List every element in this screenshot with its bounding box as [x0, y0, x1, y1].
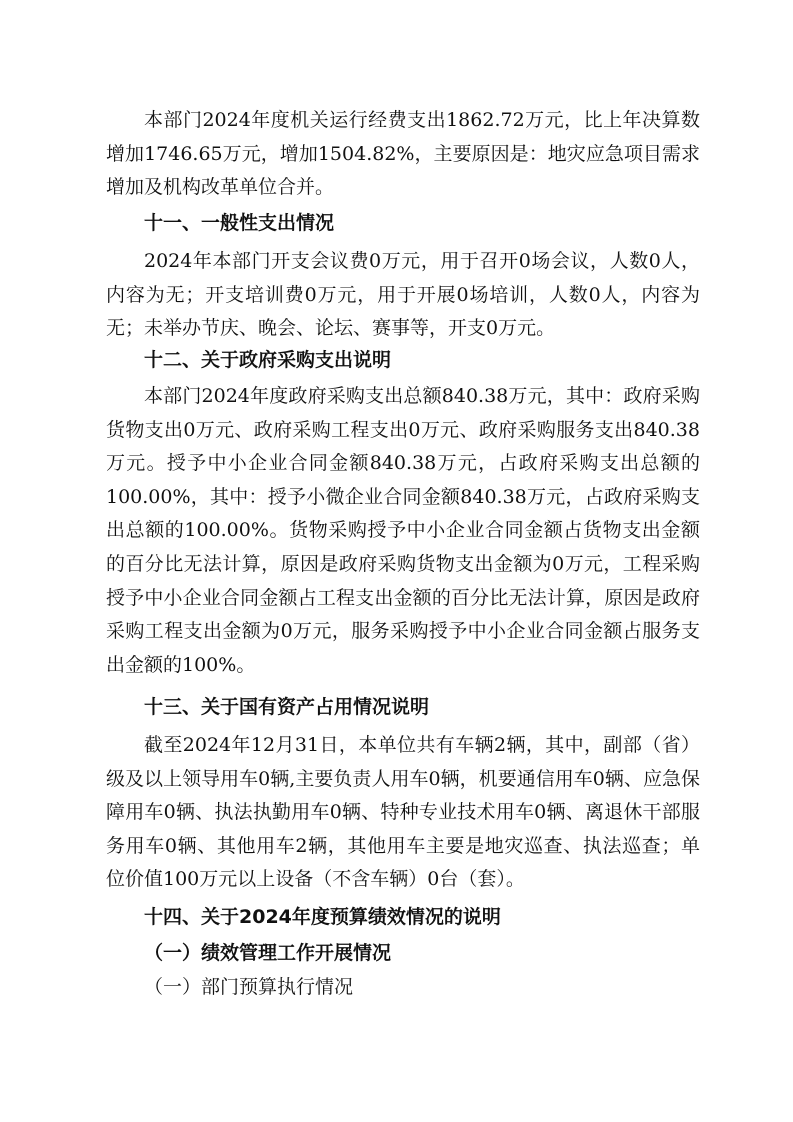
heading-performance: 十四、关于2024年度预算绩效情况的说明: [144, 906, 501, 928]
subheading-performance-management: （一）绩效管理工作开展情况: [144, 942, 392, 964]
heading-state-assets: 十三、关于国有资产占用情况说明: [144, 696, 430, 718]
heading-government-procurement: 十二、关于政府采购支出说明: [144, 349, 392, 371]
paragraph-state-assets: 截至2024年12月31日，本单位共有车辆2辆，其中，副部（省）级及以上领导用车0辆,主要负责人用车0辆，机要通信用车0辆、应急保障用车0辆、执法执勤用车0辆、特种专业技术用车0辆、离退休干部服务用车0辆、其他用车2辆，其他用车主要是地灾巡查、执法巡查；单位价值100万元以上设备（不含车辆）0台（套）。: [106, 734, 700, 891]
subheading-budget-execution: （一）部门预算执行情况: [144, 976, 354, 998]
paragraph-general-expenditure: 2024年本部门开支会议费0万元，用于召开0场会议，人数0人，内容为无；开支培训费0万元，用于开展0场培训，人数0人，内容为无；未举办节庆、晚会、论坛、赛事等，开支0万元。: [106, 250, 700, 340]
heading-general-expenditure: 十一、一般性支出情况: [144, 212, 335, 234]
paragraph-operating-expenses: 本部门2024年度机关运行经费支出1862.72万元，比上年决算数增加1746.65万元，增加1504.82%，主要原因是：地灾应急项目需求增加及机构改革单位合并。: [106, 109, 700, 199]
paragraph-government-procurement: 本部门2024年度政府采购支出总额840.38万元，其中：政府采购货物支出0万元、政府采购工程支出0万元、政府采购服务支出840.38万元。授予中小企业合同金额840.38万元，占政府采购支出总额的100.00%，其中：授予小微企业合同金额840.38万元，占政府采购支出总额的100.00%。货物采购授予中小企业合同金额占货物支出金额的百分比无法计算，原因是政府采购货物支出金额为0万元，工程采购授予中小企业合同金额占工程支出金额的百分比无法计算，原因是政府采购工程支出金额为0万元，服务采购授予中小企业合同金额占服务支出金额的100%。: [106, 385, 700, 676]
